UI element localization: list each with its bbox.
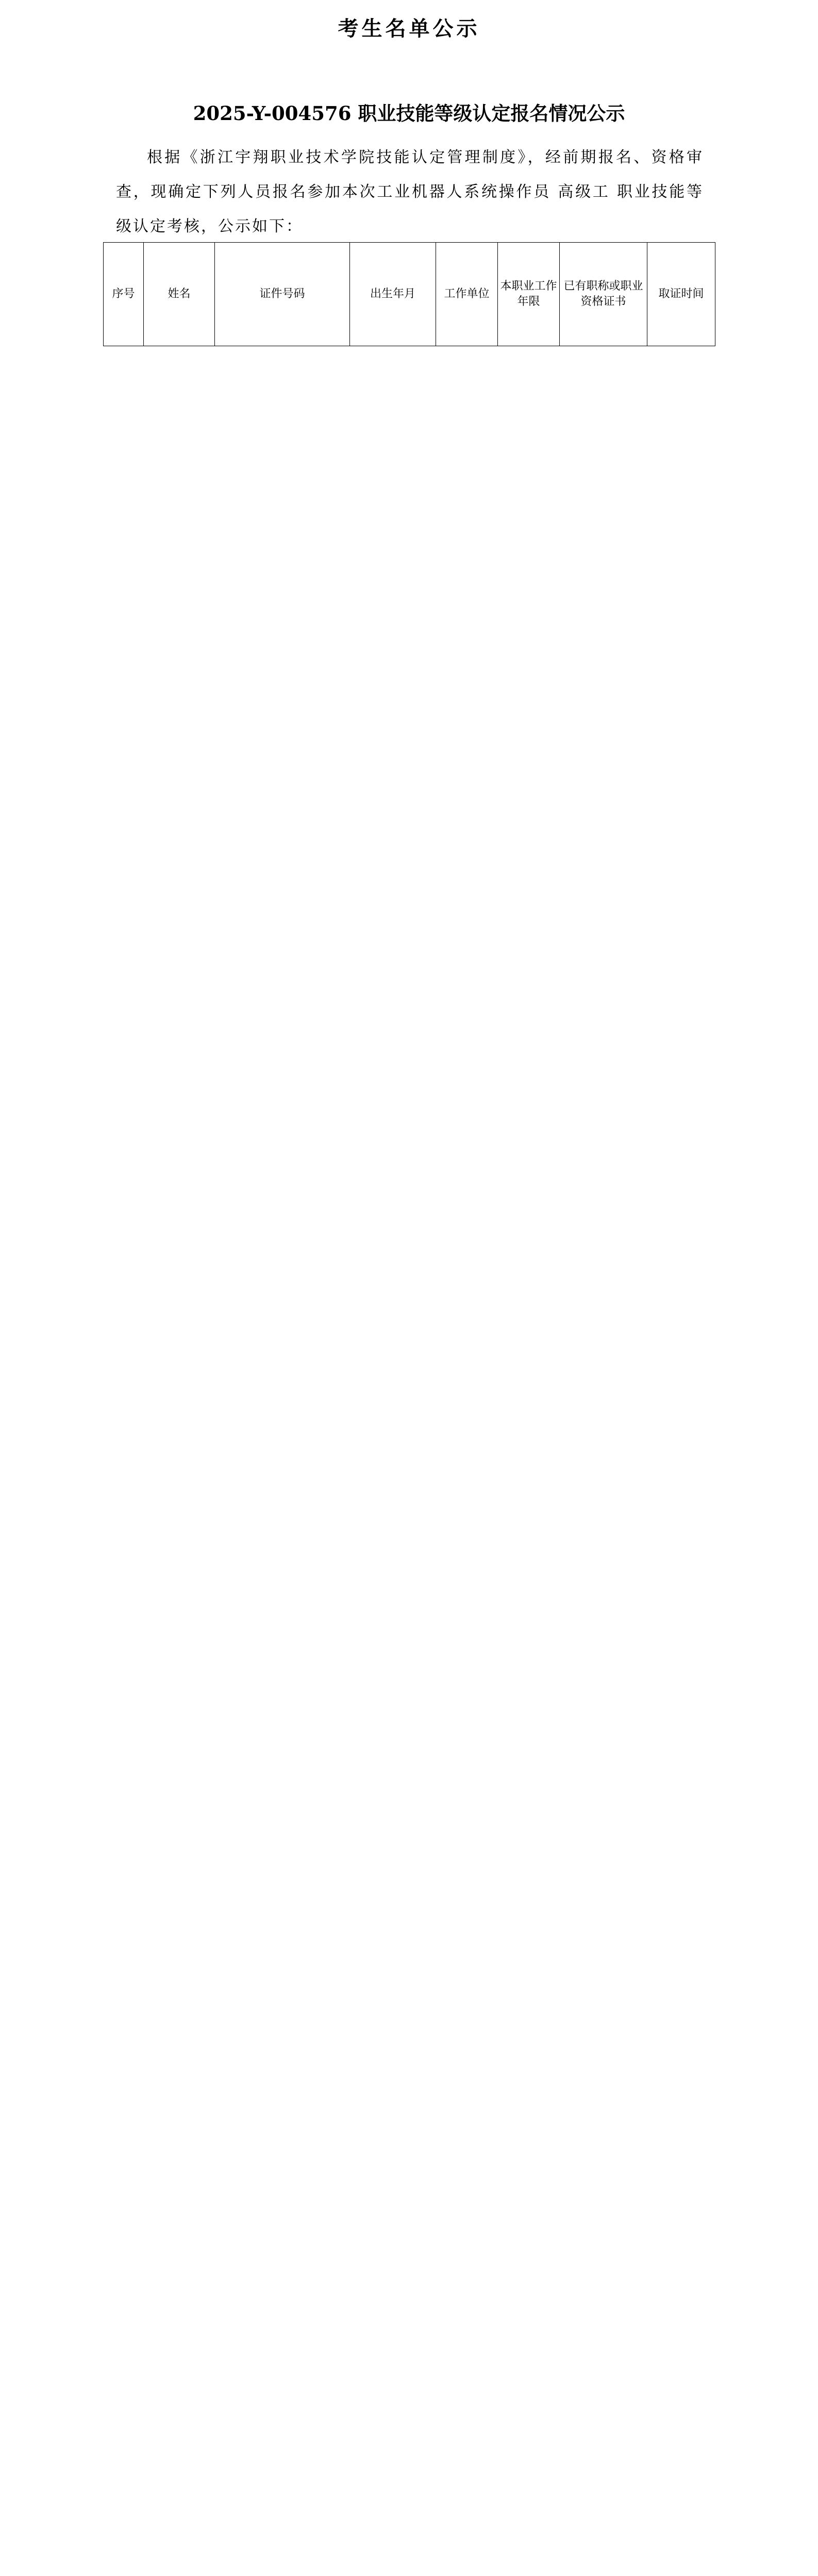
header-years: 本职业工作年限 xyxy=(498,243,560,346)
candidate-table xyxy=(103,242,715,346)
header-certificate: 已有职称或职业资格证书 xyxy=(560,243,647,346)
page-title: 考生名单公示 xyxy=(338,16,480,41)
page-subtitle: 2025-Y-004576 职业技能等级认定报名情况公示 xyxy=(193,102,625,125)
header-id-number: 证件号码 xyxy=(215,243,350,346)
header-birth: 出生年月 xyxy=(350,243,436,346)
table-header-row xyxy=(104,243,715,346)
header-exam-time: 取证时间 xyxy=(647,243,715,346)
header-name: 姓名 xyxy=(144,243,215,346)
header-seq: 序号 xyxy=(104,243,144,346)
header-employer: 工作单位 xyxy=(436,243,498,346)
intro-paragraph: 根据《浙江宇翔职业技术学院技能认定管理制度》，经前期报名、资格审查，现确定下列人员报名参加本次工业机器人系统操作员 高级工 职业技能等级认定考核，公示如下： xyxy=(116,148,704,235)
